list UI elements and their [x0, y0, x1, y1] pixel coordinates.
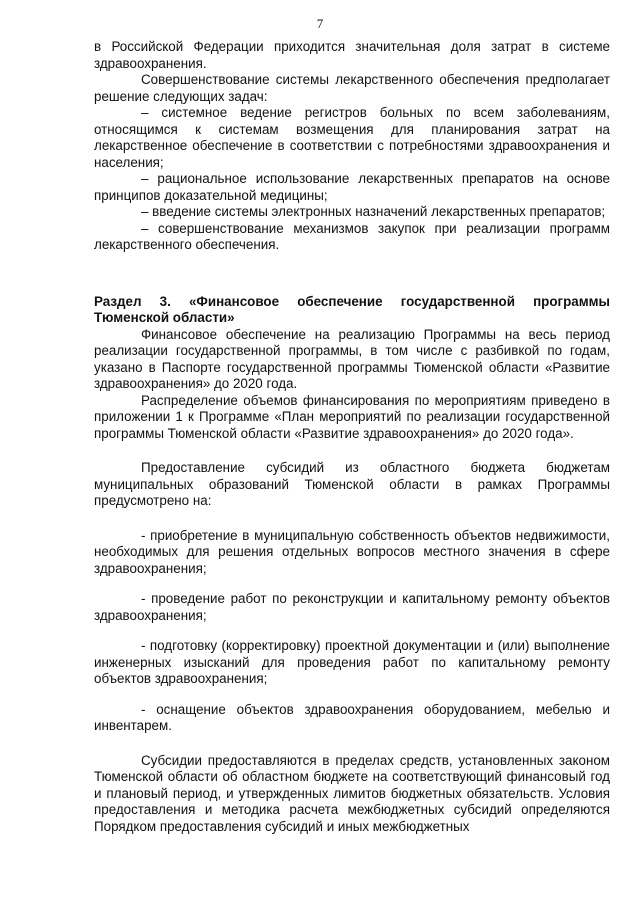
paragraph-2: Совершенствование системы лекарственного обеспечения предполагает решение следующих задач:: [94, 72, 610, 104]
list-item-documentation: - подготовку (корректировку) проектной документации и (или) выполнение инженерных изысканий для проведения работ по капитальному ремонту объектов здравоохранения;: [94, 638, 610, 686]
list-item-reconstruction: - проведение работ по реконструкции и капитальному ремонту объектов здравоохранения;: [94, 591, 610, 623]
paragraph-financing: Финансовое обеспечение на реализацию Программы на весь период реализации государственной программы, в том числе с разбивкой по годам, указано в Паспорте государственной программы Тюменской области «Развитие здравоохранения» до 2020 года.: [94, 326, 610, 391]
paragraph-subsidy-terms: Субсидии предоставляются в пределах средств, установленных законом Тюменской области об областном бюджете на соответствующий финансовый год и плановый период, и утвержденных лимитов бюджетных обязательств. Условия предоставления и методика расчета межбюджетных субсидий определяются Порядком предоставления субсидий и иных межбюджетных: [94, 752, 610, 834]
paragraph-subsidies: Предоставление субсидий из областного бюджета бюджетам муниципальных образований Тюменской области в рамках Программы предусмотрено на:: [94, 460, 610, 508]
document-body: [94, 39, 610, 835]
list-item-registers: – системное ведение регистров больных по всем заболеваниям, относящимся к системам возмещения для планирования затрат на лекарственное обеспечение в соответствии с потребностями здравоохранения и населения;: [94, 105, 610, 170]
list-item-equipment: - оснащение объектов здравоохранения оборудованием, мебелью и инвентарем.: [94, 701, 610, 733]
page-number: 7: [316, 16, 324, 31]
list-item-rational-use: – рациональное использование лекарственных препаратов на основе принципов доказательной медицины;: [94, 171, 610, 203]
section-heading: Раздел 3. «Финансовое обеспечение государственной программы Тюменской области»: [94, 293, 610, 325]
paragraph-distribution: Распределение объемов финансирования по мероприятиям приведено в приложении 1 к Программе «План мероприятий по реализации государственной программы Тюменской области «Развитие здравоохранения» до 2020 года».: [94, 392, 610, 441]
list-item-procurement: – совершенствование механизмов закупок при реализации программ лекарственного обеспечения.: [94, 220, 610, 252]
list-item-acquisition: - приобретение в муниципальную собственность объектов недвижимости, необходимых для решения отдельных вопросов местного значения в сфере здравоохранения;: [94, 527, 610, 576]
list-item-electronic-prescriptions: – введение системы электронных назначений лекарственных препаратов;: [141, 204, 606, 219]
paragraph-1: в Российской Федерации приходится значительная доля затрат в системе здравоохранения.: [94, 39, 610, 71]
